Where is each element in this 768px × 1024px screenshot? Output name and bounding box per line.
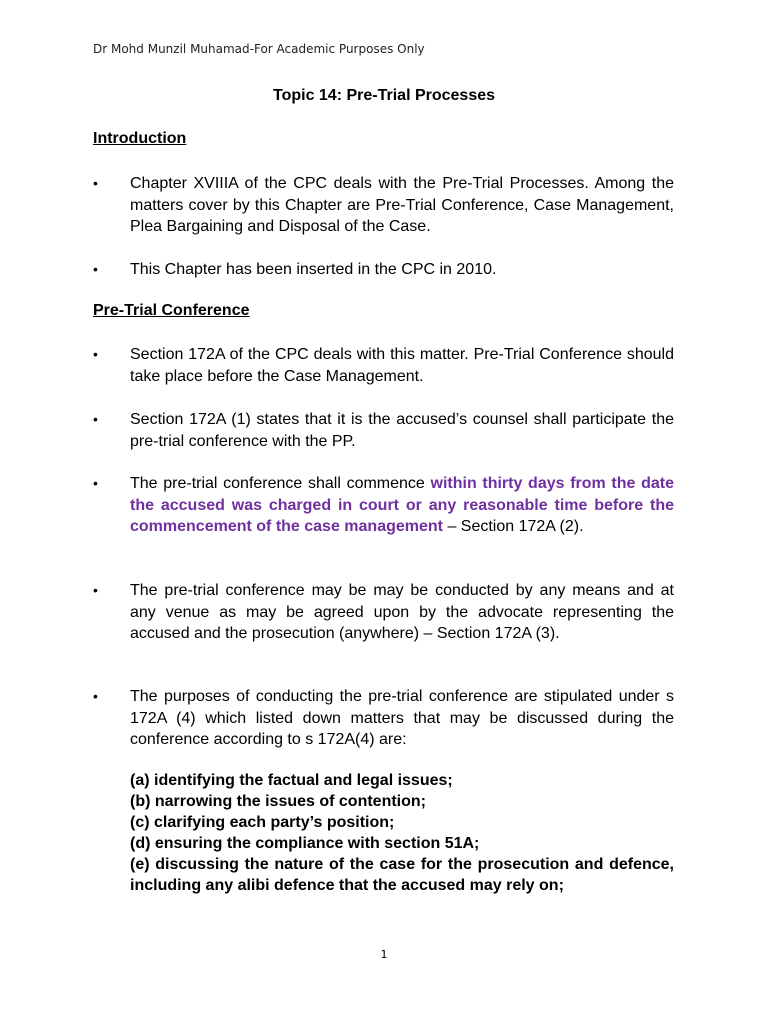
bullet-item: [93, 344, 674, 387]
introduction-heading: Introduction: [93, 130, 187, 147]
bullet-item: [93, 473, 674, 538]
purposes-list: [130, 770, 674, 896]
bullet-icon: •: [93, 346, 98, 362]
purpose-item: (a) identifying the factual and legal issues;: [130, 772, 453, 789]
bullet-text: This Chapter has been inserted in the CPC in 2010.: [130, 261, 497, 278]
bullet-icon: •: [93, 582, 98, 598]
bullet-text-start: The pre-trial conference shall commence: [130, 475, 431, 492]
bullet-text: Chapter XVIIIA of the CPC deals with the Pre-Trial Processes. Among the matters cover by this Chapter are Pre-Trial Conference, Case Management, Plea Bargaining and Disposal of the Case.: [130, 175, 674, 235]
bullet-text-end: – Section 172A (2).: [443, 518, 584, 535]
bullet-text: [130, 473, 674, 538]
page-number: 1: [380, 948, 388, 961]
bullet-icon: •: [93, 175, 98, 191]
bullet-text: The pre-trial conference may be may be conducted by any means and at any venue as may be agreed upon by the advocate representing the accused and the prosecution (anywhere) – Section 172A (3).: [130, 582, 674, 642]
bullet-text: The purposes of conducting the pre-trial conference are stipulated under s 172A (4) which listed down matters that may be discussed during the conference according to s 172A(4) are:: [130, 688, 674, 748]
bullet-item: [93, 409, 674, 452]
pretrial-conference-heading: Pre-Trial Conference: [93, 302, 250, 319]
bullet-icon: •: [93, 688, 98, 704]
bullet-icon: •: [93, 261, 98, 277]
highlighted-text: within thirty days from the date the accused was charged in court or any reasonable time before the commencement of the case management: [130, 475, 675, 535]
bullet-item: [93, 686, 674, 751]
bullet-item: [93, 259, 674, 281]
bullet-text: Section 172A of the CPC deals with this matter. Pre-Trial Conference should take place before the Case Management.: [130, 346, 674, 385]
purpose-item: (d) ensuring the compliance with section 51A;: [130, 835, 480, 852]
purpose-item: (b) narrowing the issues of contention;: [130, 793, 426, 810]
bullet-icon: •: [93, 475, 98, 491]
purpose-item: (c) clarifying each party’s position;: [130, 814, 395, 831]
page-title: Topic 14: Pre-Trial Processes: [272, 87, 496, 104]
purpose-item: (e) discussing the nature of the case for the prosecution and defence, including any alibi defence that the accused may rely on;: [130, 856, 674, 894]
page-header: Dr Mohd Munzil Muhamad-For Academic Purposes Only: [93, 42, 425, 56]
bullet-item: [93, 580, 674, 645]
bullet-text: Section 172A (1) states that it is the accused’s counsel shall participate the pre-trial conference with the PP.: [130, 411, 674, 450]
bullet-item: [93, 173, 674, 238]
bullet-icon: •: [93, 411, 98, 427]
